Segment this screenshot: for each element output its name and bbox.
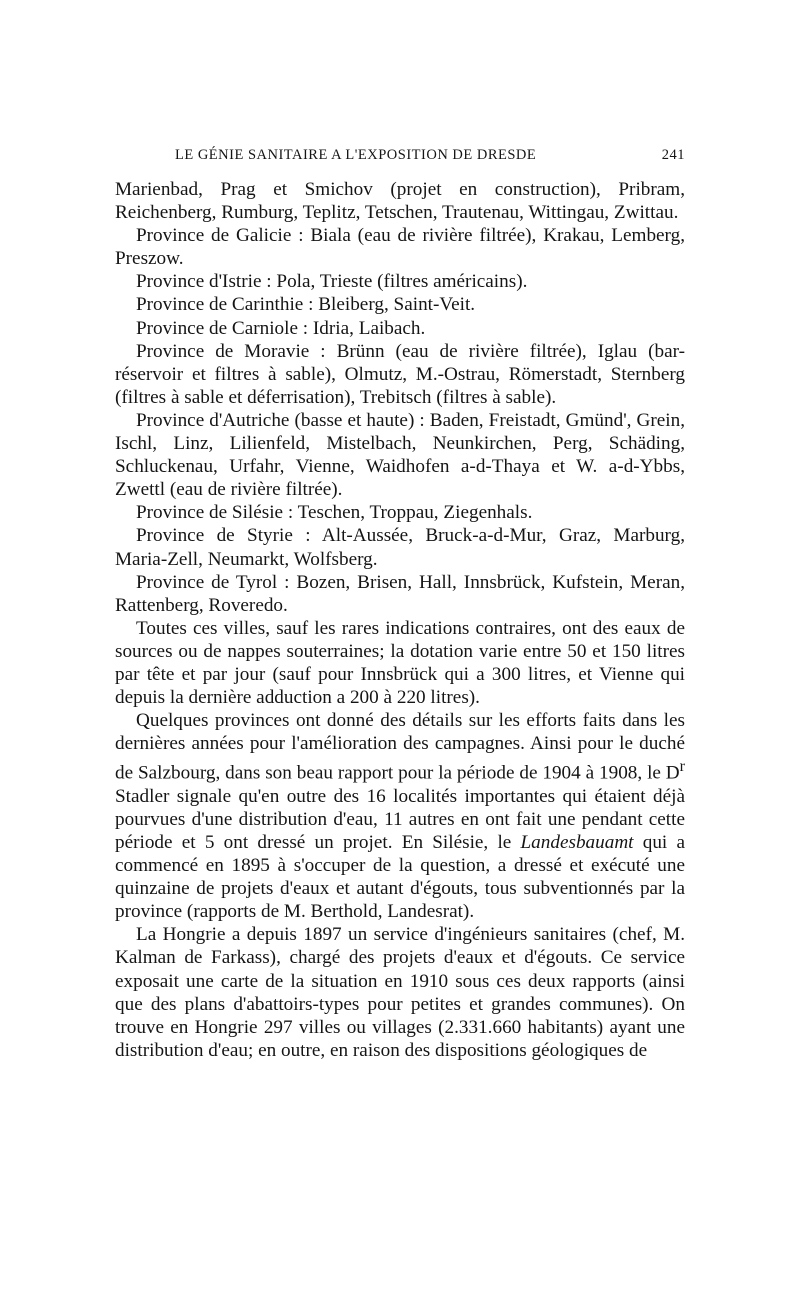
paragraph-galicie: Province de Galicie : Biala (eau de rivière filtrée), Krakau, Lemberg, Preszow.: [115, 225, 685, 270]
paragraph-styrie: Province de Styrie : Alt-Aussée, Bruck-a-d-Mur, Graz, Marburg, Maria-Zell, Neumarkt, Wolfsberg.: [115, 525, 685, 570]
paragraph-hongrie: La Hongrie a depuis 1897 un service d'ingénieurs sanitaires (chef, M. Kalman de Farkass), chargé des projets d'eaux et d'égouts. Ce service exposait une carte de la situation en 1910 sous ces deux rapports (ainsi que des plans d'abattoirs-types pour petites et grandes communes). On trouve en Hongrie 297 villes ou villages (2.331.660 habitants) ayant une distribution d'eau; en outre, en raison des dispositions géologiques de: [115, 924, 685, 1061]
running-header: [115, 147, 685, 169]
doctor-superscript: r: [679, 758, 685, 776]
body-text: [115, 178, 685, 1062]
landesbauamt-italic: Landesbauamt: [520, 832, 634, 854]
salzburg-text-a: Quelques provinces ont donné des détails sur les efforts faits dans les dernières années pour l'amélioration des campagnes. Ainsi pour le duché de Salzbourg, dans son beau rapport pour la période de 1904 à 1908, le D: [115, 710, 685, 784]
paragraph-tyrol: Province de Tyrol : Bozen, Brisen, Hall, Innsbrück, Kufstein, Meran, Rattenberg, Roveredo.: [115, 571, 685, 616]
paragraph-istrie: Province d'Istrie : Pola, Trieste (filtres américains).: [136, 271, 528, 293]
salzburg-text-c: qui a commencé en 1895 à s'occuper de la question, a dressé et exécuté une quinzaine de projets d'eaux et autant d'égouts, tous subventionnés par la province (rapports de M. Berthold, Landesrat).: [115, 832, 685, 923]
paragraph-moravie: Province de Moravie : Brünn (eau de rivière filtrée), Iglau (bar-réservoir et filtres à sable), Olmutz, M.-Ostrau, Römerstadt, Sternberg (filtres à sable et déferrisation), Trebitsch (filtres à sable).: [115, 340, 685, 408]
paragraph-silesie: Province de Silésie : Teschen, Troppau, Ziegenhals.: [136, 502, 533, 524]
page-number: 241: [661, 147, 685, 163]
salzburg-text-b: Stadler signale qu'en outre des 16 localités importantes qui étaient déjà pourvues d'une distribution d'eau, 11 autres en ont fait une pendant cette période et 5 ont dressé un projet. En Silésie, le: [115, 785, 685, 854]
paragraph-towns-bohemia: Marienbad, Prag et Smichov (projet en construction), Pribram, Reichenberg, Rumburg, Teplitz, Tetschen, Trautenau, Wittingau, Zwittau.: [115, 179, 685, 224]
paragraph-salzburg: [115, 709, 685, 923]
paragraph-autriche: Province d'Autriche (basse et haute) : Baden, Freistadt, Gmünd', Grein, Ischl, Linz, Lilienfeld, Mistelbach, Neunkirchen, Perg, Schäding, Schluckenau, Urfahr, Vienne, Waidhofen a-d-Thaya et W. a-d-Ybbs, Zwettl (eau de rivière filtrée).: [115, 409, 685, 501]
paragraph-carinthie: Province de Carinthie : Bleiberg, Saint-Veit.: [136, 294, 476, 316]
paragraph-carniole: Province de Carniole : Idria, Laibach.: [136, 317, 426, 339]
paragraph-summary: Toutes ces villes, sauf les rares indications contraires, ont des eaux de sources ou de nappes souterraines; la dotation varie entre 50 et 150 litres par tête et par jour (sauf pour Innsbrück qui a 300 litres, et Vienne qui depuis la dernière adduction a 200 à 220 litres).: [115, 617, 685, 709]
running-title: LE GÉNIE SANITAIRE A L'EXPOSITION DE DRESDE: [175, 147, 537, 163]
